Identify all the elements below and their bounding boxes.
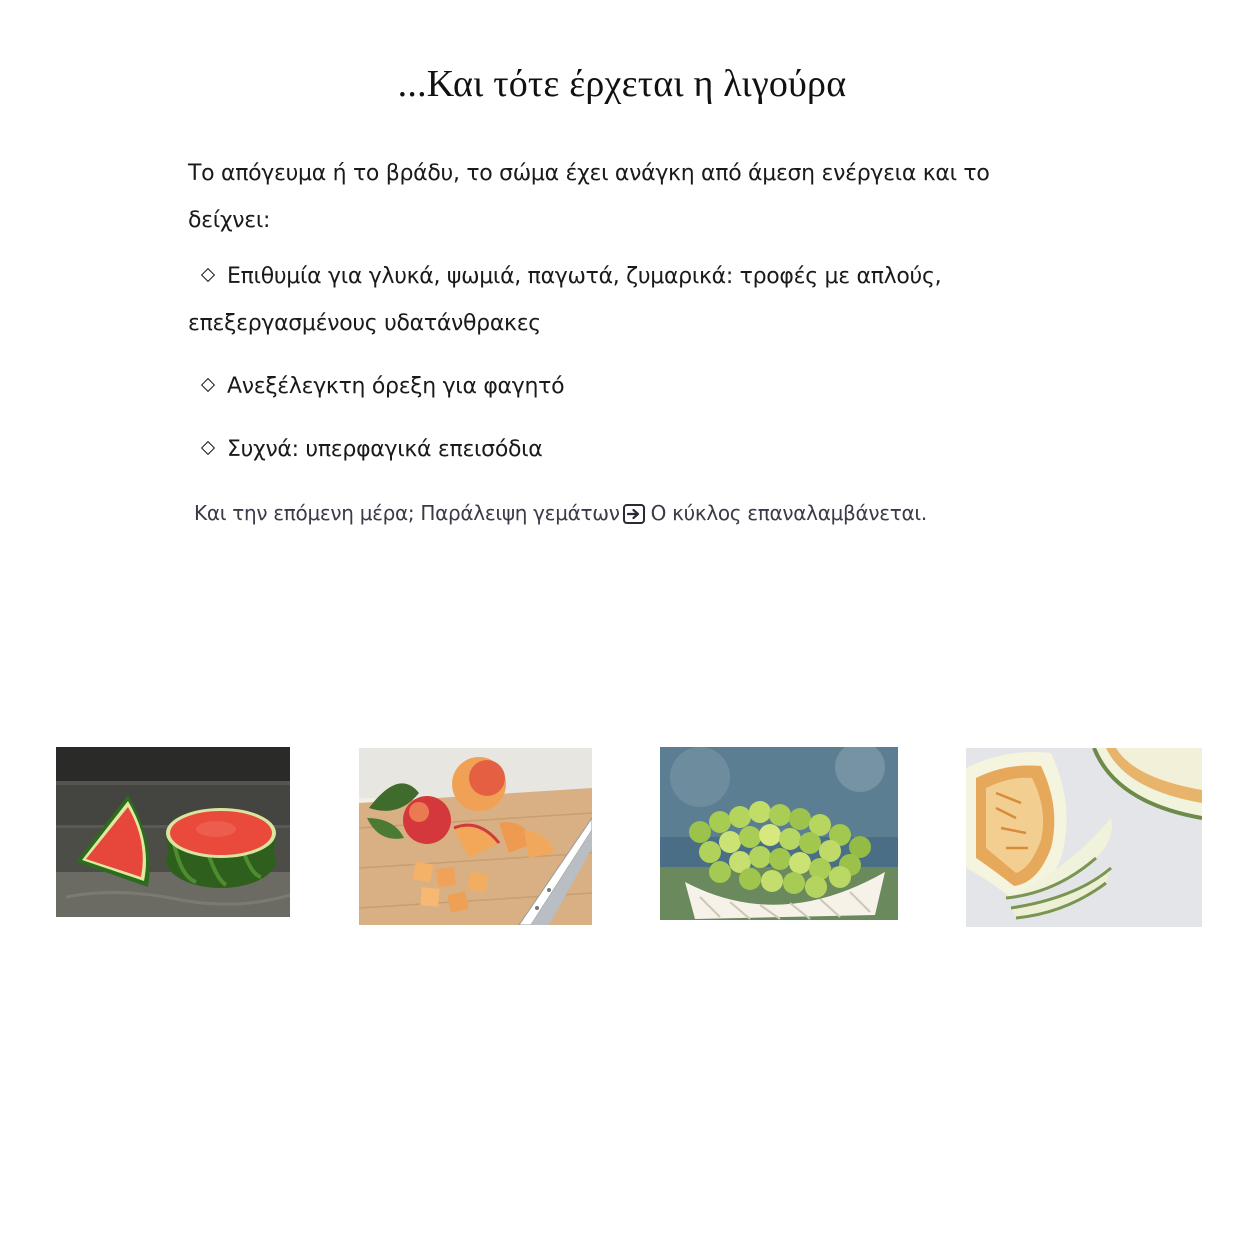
right-arrow-box-icon (623, 504, 645, 524)
watermelon-photo (56, 747, 290, 917)
bullet-item (188, 253, 1068, 347)
cycle-text-after: Ο κύκλος επαναλαμβάνεται. (650, 501, 927, 525)
diamond-bullet-icon (201, 378, 215, 392)
bullet-item (188, 363, 1068, 410)
bullet-text: Ανεξέλεγκτη όρεξη για φαγητό (227, 374, 565, 399)
cycle-sentence (194, 498, 927, 528)
grapes-photo (660, 747, 898, 920)
peaches-photo (359, 748, 592, 925)
page-title: ...Και τότε έρχεται η λιγούρα (397, 63, 847, 105)
cycle-text-before: Και την επόμενη μέρα; Παράλειψη γεμάτων (194, 501, 620, 525)
bullet-text: Επιθυμία για γλυκά, ψωμιά, παγωτά, ζυμαρικά: τροφές με απλούς, επεξεργασμένους υδατάνθρακες (188, 264, 942, 336)
melon-photo (966, 748, 1202, 927)
intro-paragraph: Το απόγευμα ή το βράδυ, το σώμα έχει ανάγκη από άμεση ενέργεια και το δείχνει: (188, 161, 990, 233)
bullet-item (188, 426, 1068, 473)
bullet-text: Συχνά: υπερφαγικά επεισόδια (227, 437, 543, 462)
diamond-bullet-icon (201, 268, 215, 282)
diamond-bullet-icon (201, 441, 215, 455)
